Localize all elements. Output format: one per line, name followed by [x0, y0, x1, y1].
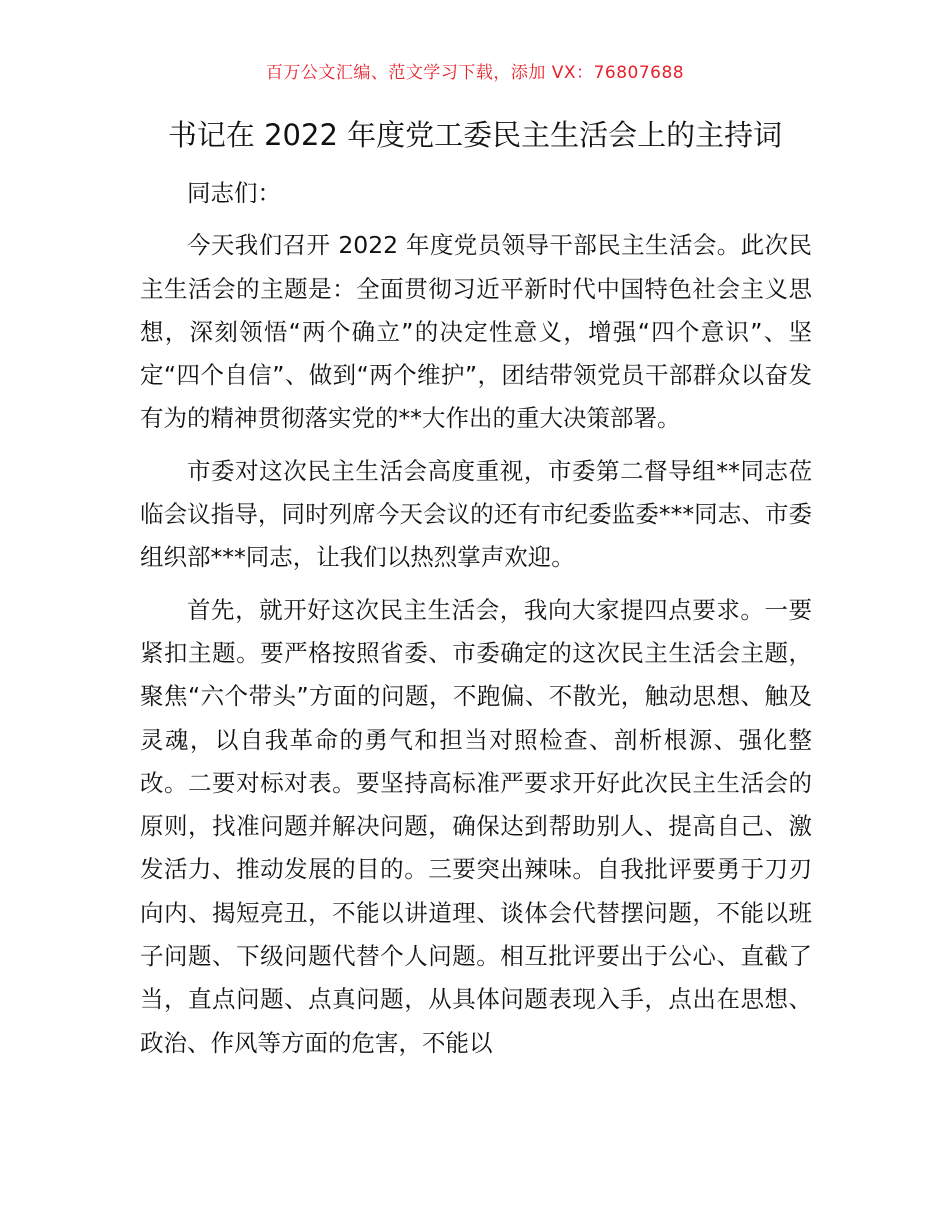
paragraph-1: 今天我们召开 2022 年度党员领导干部民主生活会。此次民主生活会的主题是：全面贯彻习近平新时代中国特色社会主义思想，深刻领悟“两个确立”的决定性意义，增强“四个意识”、坚定“四个自信”、做到“两个维护”，团结带领党员干部群众以奋发有为的精神贯彻落实党的**大作出的重大决策部署。 — [140, 231, 812, 433]
salutation: 同志们： — [187, 179, 281, 207]
paragraph-2: 市委对这次民主生活会高度重视，市委第二督导组**同志莅临会议指导，同时列席今天会议的还有市纪委监委***同志、市委组织部***同志，让我们以热烈掌声欢迎。 — [140, 456, 812, 572]
document-body — [140, 172, 812, 1065]
promo-header: 百万公文汇编、范文学习下载，添加 VX：76807688 — [265, 63, 685, 83]
paragraph-3: 首先，就开好这次民主生活会，我向大家提四点要求。一要紧扣主题。要严格按照省委、市委确定的这次民主生活会主题，聚焦“六个带头”方面的问题，不跑偏、不散光，触动思想、触及灵魂，以自我革命的勇气和担当对照检查、剖析根源、强化整改。二要对标对表。要坚持高标准严要求开好此次民主生活会的原则，找准问题并解决问题，确保达到帮助别人、提高自己、激发活力、推动发展的目的。三要突出辣味。自我批评要勇于刀刃向内、揭短亮丑，不能以讲道理、谈体会代替摆问题，不能以班子问题、下级问题代替个人问题。相互批评要出于公心、直截了当，直点问题、点真问题，从具体问题表现入手，点出在思想、政治、作风等方面的危害，不能以 — [140, 595, 812, 1057]
document-title: 书记在 2022 年度党工委民主生活会上的主持词 — [167, 118, 783, 152]
